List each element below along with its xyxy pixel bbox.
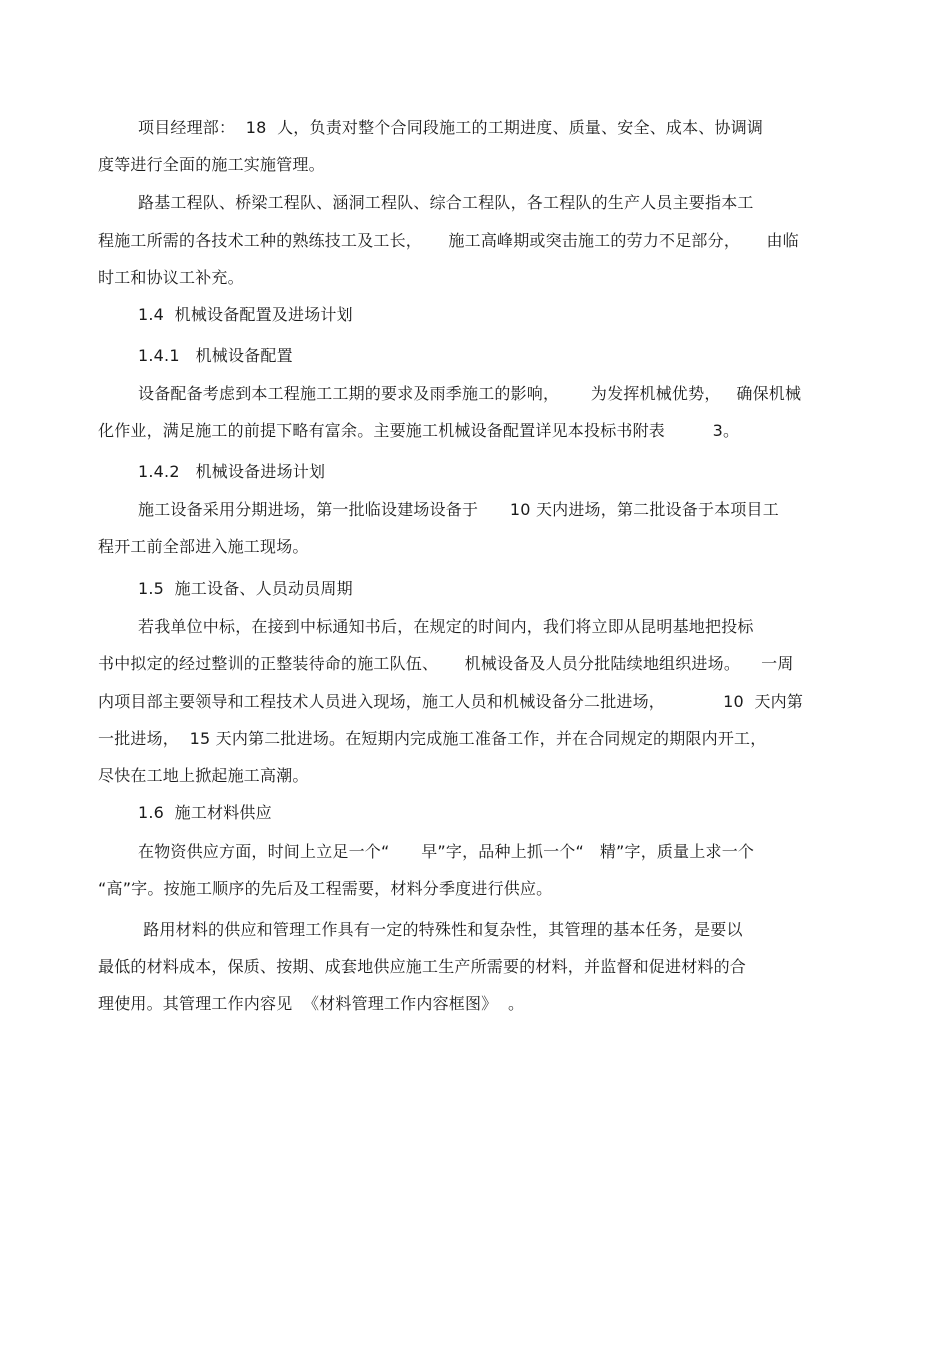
paragraph-line: 若我单位中标，在接到中标通知书后，在规定的时间内，我们将立即从昆明基地把投标: [138, 617, 754, 636]
subsection-heading: 1.4.1 机械设备配置: [138, 346, 293, 365]
paragraph-line: 化作业，满足施工的前提下略有富余。主要施工机械设备配置详见本投标书附表 3。: [98, 421, 740, 440]
section-heading: 1.4 机械设备配置及进场计划: [138, 305, 353, 324]
paragraph-line: 路用材料的供应和管理工作具有一定的特殊性和复杂性，其管理的基本任务，是要以: [138, 920, 743, 939]
paragraph-line: 理使用。其管理工作内容见 《材料管理工作内容框图》 。: [98, 994, 525, 1013]
paragraph-line: 内项目部主要领导和工程技术人员进入现场，施工人员和机械设备分二批进场， 10 天内第: [98, 692, 804, 711]
paragraph-line: 时工和协议工补充。: [98, 268, 244, 287]
paragraph-line: 施工设备采用分期进场，第一批临设建场设备于 10 天内进场，第二批设备于本项目工: [138, 500, 779, 519]
section-heading: 1.6 施工材料供应: [138, 803, 272, 822]
paragraph-line: 尽快在工地上掀起施工高潮。: [98, 766, 309, 785]
paragraph-line: 设备配备考虑到本工程施工工期的要求及雨季施工的影响， 为发挥机械优势， 确保机械: [138, 384, 802, 403]
paragraph-line: 路基工程队、桥梁工程队、涵洞工程队、综合工程队，各工程队的生产人员主要指本工: [138, 193, 754, 212]
paragraph-line: 项目经理部： 18 人，负责对整个合同段施工的工期进度、质量、安全、成本、协调调: [138, 118, 764, 137]
paragraph-line: 书中拟定的经过整训的正整装待命的施工队伍、 机械设备及人员分批陆续地组织进场。 一周: [98, 654, 794, 673]
subsection-heading: 1.4.2 机械设备进场计划: [138, 462, 326, 481]
paragraph-line: 程施工所需的各技术工种的熟练技工及工长， 施工高峰期或突击施工的劳力不足部分， 由临: [98, 231, 799, 250]
paragraph-line: 度等进行全面的施工实施管理。: [98, 155, 325, 174]
paragraph-line: 最低的材料成本，保质、按期、成套地供应施工生产所需要的材料，并监督和促进材料的合: [98, 957, 747, 976]
paragraph-line: 程开工前全部进入施工现场。: [98, 537, 309, 556]
paragraph-line: 一批进场， 15 天内第二批进场。在短期内完成施工准备工作，并在合同规定的期限内开工，: [98, 729, 767, 748]
paragraph-line: 在物资供应方面，时间上立足一个“ 早”字，品种上抓一个“ 精”字，质量上求一个: [138, 842, 755, 861]
paragraph-line: “高”字。按施工顺序的先后及工程需要，材料分季度进行供应。: [98, 879, 553, 898]
section-heading: 1.5 施工设备、人员动员周期: [138, 579, 353, 598]
